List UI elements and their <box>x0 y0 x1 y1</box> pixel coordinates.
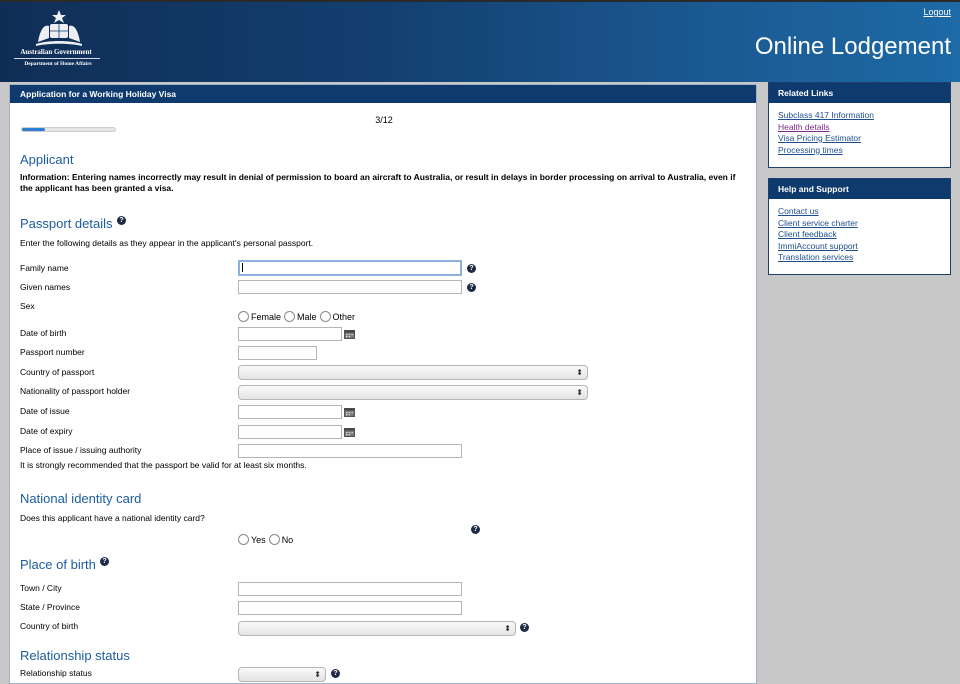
town-city-input[interactable] <box>238 582 462 596</box>
related-links-title: Related Links <box>769 83 950 103</box>
app-title: Online Lodgement <box>754 33 951 60</box>
country-of-birth-select[interactable] <box>238 621 516 636</box>
logo-divider <box>14 58 100 59</box>
given-names-label: Given names <box>20 282 71 292</box>
link-processing-times[interactable]: Processing times <box>778 144 843 155</box>
application-form-panel <box>9 84 757 684</box>
link-health-details[interactable]: Health details <box>778 121 830 132</box>
nationality-select[interactable] <box>238 385 588 400</box>
state-province-label: State / Province <box>20 602 81 612</box>
coat-of-arms-icon <box>30 8 88 48</box>
help-icon[interactable]: ? <box>331 669 340 678</box>
page-header <box>0 0 960 82</box>
link-immiaccount-support[interactable]: ImmiAccount support <box>778 240 858 251</box>
passport-validity-note: It is strongly recommended that the passport be valid for at least six months. <box>20 460 307 470</box>
date-of-birth-input[interactable] <box>238 327 342 341</box>
help-and-support-title: Help and Support <box>769 179 950 199</box>
nationality-label: Nationality of passport holder <box>20 386 131 396</box>
link-subclass-417-information[interactable]: Subclass 417 Information <box>778 110 874 120</box>
related-links-box <box>768 82 951 168</box>
relationship-status-heading: Relationship status <box>20 648 130 663</box>
town-city-label: Town / City <box>20 583 62 593</box>
passport-number-input[interactable] <box>238 346 317 360</box>
related-links-list <box>769 103 950 156</box>
step-indicator: 3/12 <box>375 115 393 125</box>
place-of-birth-heading <box>20 557 96 572</box>
help-icon[interactable]: ? <box>520 623 529 632</box>
select-arrows-icon: ⬍ <box>314 670 321 679</box>
passport-description: Enter the following details as they appear in the applicant's personal passport. <box>20 238 314 248</box>
date-of-birth-label: Date of birth <box>20 328 67 338</box>
form-title-bar: Application for a Working Holiday Visa <box>10 85 756 103</box>
sex-female-radio[interactable] <box>238 311 249 322</box>
link-client-service-charter[interactable]: Client service charter <box>778 217 858 228</box>
help-icon[interactable]: ? <box>467 264 476 273</box>
calendar-icon[interactable] <box>344 329 355 339</box>
family-name-input[interactable] <box>238 260 462 276</box>
country-of-birth-label: Country of birth <box>20 621 79 631</box>
department-name: Department of Home Affairs <box>24 61 92 67</box>
date-of-issue-label: Date of issue <box>20 406 70 416</box>
logout-link[interactable]: Logout <box>923 7 951 17</box>
government-name: Australian Government <box>20 48 92 56</box>
help-icon[interactable]: ? <box>100 557 109 566</box>
select-arrows-icon: ⬍ <box>576 388 583 397</box>
header-top-rule <box>0 0 960 2</box>
given-names-input[interactable] <box>238 280 462 294</box>
calendar-icon[interactable] <box>344 407 355 417</box>
link-visa-pricing-estimator[interactable]: Visa Pricing Estimator <box>778 133 861 143</box>
state-province-input[interactable] <box>238 601 462 615</box>
sex-male-radio[interactable] <box>284 311 295 322</box>
link-translation-services[interactable]: Translation services <box>778 252 854 262</box>
link-contact-us[interactable]: Contact us <box>778 206 819 216</box>
national-id-question: Does this applicant have a national identity card? <box>20 513 205 523</box>
sex-label: Sex <box>20 301 35 311</box>
progress-fill <box>22 128 45 131</box>
country-of-passport-label: Country of passport <box>20 367 95 377</box>
national-id-no-label: No <box>281 534 294 545</box>
relationship-status-label: Relationship status <box>20 668 92 678</box>
national-id-yes-label: Yes <box>251 534 266 545</box>
national-id-radio-group <box>238 534 296 545</box>
relationship-status-select[interactable] <box>238 667 326 682</box>
calendar-icon[interactable] <box>344 427 355 437</box>
passport-number-label: Passport number <box>20 347 85 357</box>
place-of-issue-label: Place of issue / issuing authority <box>20 445 142 455</box>
select-arrows-icon: ⬍ <box>504 624 511 633</box>
place-of-birth-title: Place of birth <box>20 557 96 572</box>
link-client-feedback[interactable]: Client feedback <box>778 229 837 239</box>
help-icon[interactable]: ? <box>467 283 476 292</box>
select-arrows-icon: ⬍ <box>576 368 583 377</box>
date-of-expiry-input[interactable] <box>238 425 342 439</box>
national-id-yes-radio[interactable] <box>238 534 249 545</box>
help-and-support-box <box>768 178 951 275</box>
help-icon[interactable]: ? <box>117 216 126 225</box>
help-icon[interactable]: ? <box>471 525 480 534</box>
sex-female-label: Female <box>251 311 282 322</box>
sex-other-radio[interactable] <box>320 311 331 322</box>
date-of-issue-input[interactable] <box>238 405 342 419</box>
place-of-issue-input[interactable] <box>238 444 462 458</box>
sex-radio-group <box>238 311 358 322</box>
progress-bar <box>21 127 116 132</box>
passport-details-title: Passport details <box>20 216 113 231</box>
passport-details-heading <box>20 216 113 231</box>
information-notice: Information: Entering names incorrectly may result in denial of permission to board an aircraft to Australia, or result in delays in border processing on arrival to Australia, even if the applicant has been granted a visa. <box>20 172 736 193</box>
national-id-no-radio[interactable] <box>269 534 280 545</box>
sex-other-label: Other <box>332 311 356 322</box>
country-of-passport-select[interactable] <box>238 365 588 380</box>
applicant-heading: Applicant <box>20 152 74 167</box>
national-identity-card-heading: National identity card <box>20 491 142 506</box>
date-of-expiry-label: Date of expiry <box>20 426 73 436</box>
help-links-list <box>769 199 950 264</box>
family-name-label: Family name <box>20 263 69 273</box>
sex-male-label: Male <box>297 311 317 322</box>
